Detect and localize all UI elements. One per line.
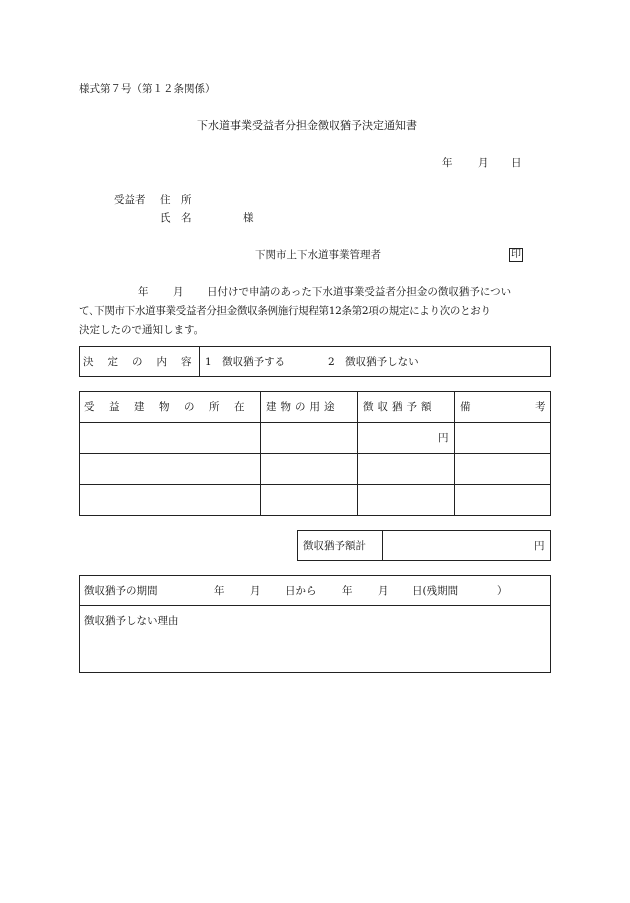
issuer-name: 下関市上下水道事業管理者 [255, 249, 381, 261]
table-row-divider-2 [79, 453, 551, 454]
period-divider [79, 605, 551, 606]
body-month: 月 [173, 286, 184, 298]
address-label: 住 所 [160, 194, 192, 206]
period-year-1: 年 [214, 585, 225, 597]
period-from: 日から [285, 585, 317, 597]
header-remarks-2: 考 [535, 401, 546, 413]
reason-label: 徴収猶予しない理由 [84, 615, 179, 627]
header-location: 受益建物の所在 [84, 401, 259, 413]
period-close: ） [497, 585, 508, 597]
decision-option-1: 1 徴収猶予する [205, 356, 286, 368]
body-line2: て､下関市下水道事業受益者分担金徴収条例施行規程第12条第2項の規定により次のとおり [79, 305, 491, 317]
recipient-label: 受益者 [114, 194, 146, 206]
header-use: 建物の用途 [266, 401, 339, 413]
seal-mark: 印 [511, 249, 521, 260]
form-number: 様式第７号（第１２条関係） [79, 83, 216, 95]
body-year: 年 [138, 286, 149, 298]
period-label: 徴収猶予の期間 [84, 585, 158, 597]
honorific: 様 [243, 212, 254, 224]
total-unit: 円 [534, 540, 545, 552]
period-year-2: 年 [342, 585, 353, 597]
decision-option-2: 2 徴収猶予しない [328, 356, 419, 368]
body-line1: 日付けで申請のあった下水道事業受益者分担金の徴収猶予につい [207, 286, 512, 298]
table-row-divider-1 [79, 422, 551, 423]
document-title: 下水道事業受益者分担金徴収猶予決定通知書 [197, 119, 417, 132]
header-amount: 徴収猶予額 [363, 401, 436, 413]
decision-label: 決定の内容 [83, 356, 206, 368]
date-month: 月 [478, 157, 489, 169]
amount-currency: 円 [438, 432, 449, 444]
period-month-2: 月 [378, 585, 389, 597]
period-remaining: 日(残期間 [412, 585, 459, 597]
total-label: 徴収猶予額計 [303, 540, 366, 552]
body-line3: 決定したので通知します。 [79, 324, 205, 336]
name-label: 氏 名 [160, 212, 192, 224]
header-remarks-1: 備 [460, 401, 471, 413]
period-month-1: 月 [250, 585, 261, 597]
date-year: 年 [442, 157, 453, 169]
date-day: 日 [511, 157, 522, 169]
table-row-divider-3 [79, 484, 551, 485]
total-divider [382, 530, 383, 561]
